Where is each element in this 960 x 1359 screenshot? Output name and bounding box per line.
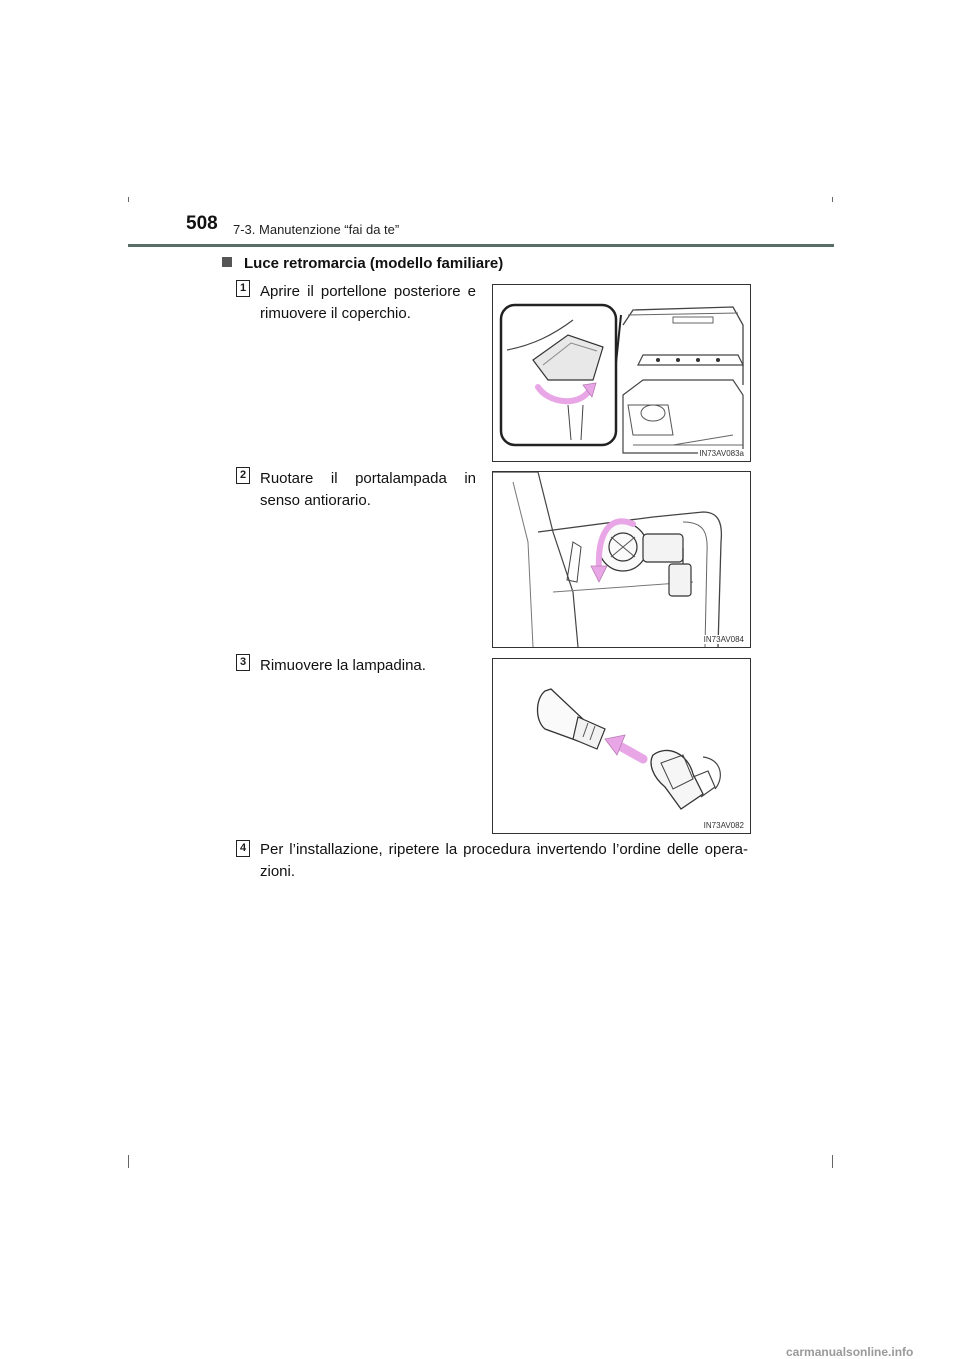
step-text-1: Aprire il portellone posteriore e rimuovere il coperchio. <box>260 283 476 322</box>
step-text-4: Per l’installazione, ripetere la procedura invertendo l’ordine delle opera-zioni. <box>260 841 748 880</box>
header-rule <box>128 244 834 247</box>
crop-mark-bottom-right <box>832 1155 833 1168</box>
step-number-3: 3 <box>236 654 250 671</box>
procedure-heading <box>222 255 503 272</box>
figure-code-2: IN73AV084 <box>703 635 744 644</box>
figure-open-tailgate <box>492 284 751 462</box>
figure-code-1: IN73AV083a <box>699 449 744 458</box>
step-text-2: Ruotare il portalampada in senso antiorario. <box>260 470 476 509</box>
figure-rotate-socket <box>492 471 751 648</box>
watermark: carmanualsonline.info <box>786 1345 914 1359</box>
step-number-1: 1 <box>236 280 250 297</box>
figure-remove-bulb <box>492 658 751 834</box>
section-title: 7-3. Manutenzione “fai da te” <box>233 222 400 237</box>
step-text-3: Rimuovere la lampadina. <box>260 657 426 674</box>
figure-code-3: IN73AV082 <box>703 821 744 830</box>
crop-mark-top-right <box>832 197 833 202</box>
step-number-4: 4 <box>236 840 250 857</box>
square-bullet-icon <box>222 257 232 267</box>
step-number-2: 2 <box>236 467 250 484</box>
heading-text: Luce retromarcia (modello familiare) <box>244 255 504 272</box>
crop-mark-top-left <box>128 197 129 202</box>
crop-mark-bottom-left <box>128 1155 129 1168</box>
page-number: 508 <box>186 213 218 234</box>
